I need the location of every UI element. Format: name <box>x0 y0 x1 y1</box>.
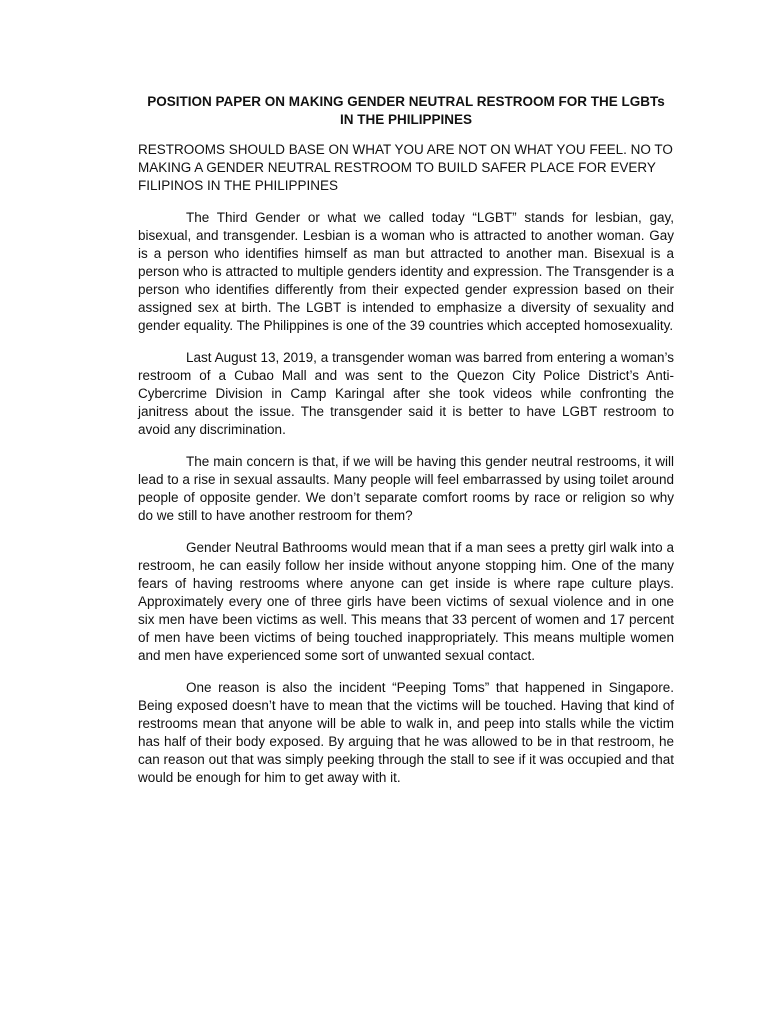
paragraph-bathroom-safety: Gender Neutral Bathrooms would mean that if a man sees a pretty girl walk into a restroom, he can easily follow her inside without anyone stopping him. One of the many fears of having restrooms where anyone can get inside is where rape culture plays. Approximately every one of three girls have been victims of sexual violence and in one six men have been victims as well. This means that 33 percent of women and 17 percent of men have been victims of being touched inappropriately. This means multiple women and men have experienced some sort of unwanted sexual contact. <box>138 540 674 663</box>
paragraph-cubao-incident: Last August 13, 2019, a transgender woman was barred from entering a woman’s restroom of a Cubao Mall and was sent to the Quezon City Police District’s Anti-Cybercrime Division in Camp Karingal after she took videos while confronting the janitress about the issue. The transgender said it is better to have LGBT restroom to avoid any discrimination. <box>138 350 674 437</box>
paragraph-lgbt-definition: The Third Gender or what we called today “LGBT” stands for lesbian, gay, bisexual, and transgender. Lesbian is a woman who is attracted to another woman. Gay is a person who identifies himself as man but attracted to another man. Bisexual is a person who is attracted to multiple genders identity and expression. The Transgender is a person who identifies differently from their expected gender expression based on their assigned sex at birth. The LGBT is intended to emphasize a diversity of sexuality and gender equality. The Philippines is one of the 39 countries which accepted homosexuality. <box>138 210 674 333</box>
document-subtitle: RESTROOMS SHOULD BASE ON WHAT YOU ARE NOT ON WHAT YOU FEEL. NO TO MAKING A GENDER NEUTRAL RESTROOM TO BUILD SAFER PLACE FOR EVERY FILIPINOS IN THE PHILIPPINES <box>138 142 673 193</box>
paragraph-peeping-toms: One reason is also the incident “Peeping Toms” that happened in Singapore. Being exposed doesn’t have to mean that the victims will be touched. Having that kind of restrooms mean that anyone will be able to walk in, and peep into stalls while the victim has half of their body exposed. By arguing that he was allowed to be in that restroom, he can reason out that was simply peeking through the stall to see if it was occupied and that would be enough for him to get away with it. <box>138 680 674 785</box>
document-title: POSITION PAPER ON MAKING GENDER NEUTRAL RESTROOM FOR THE LGBTs IN THE PHILIPPINES <box>147 94 665 127</box>
paragraph-main-concern: The main concern is that, if we will be having this gender neutral restrooms, it will lead to a rise in sexual assaults. Many people will feel embarrassed by using toilet around people of opposite gender. We don’t separate comfort rooms by race or religion so why do we still to have another restroom for them? <box>138 454 674 523</box>
